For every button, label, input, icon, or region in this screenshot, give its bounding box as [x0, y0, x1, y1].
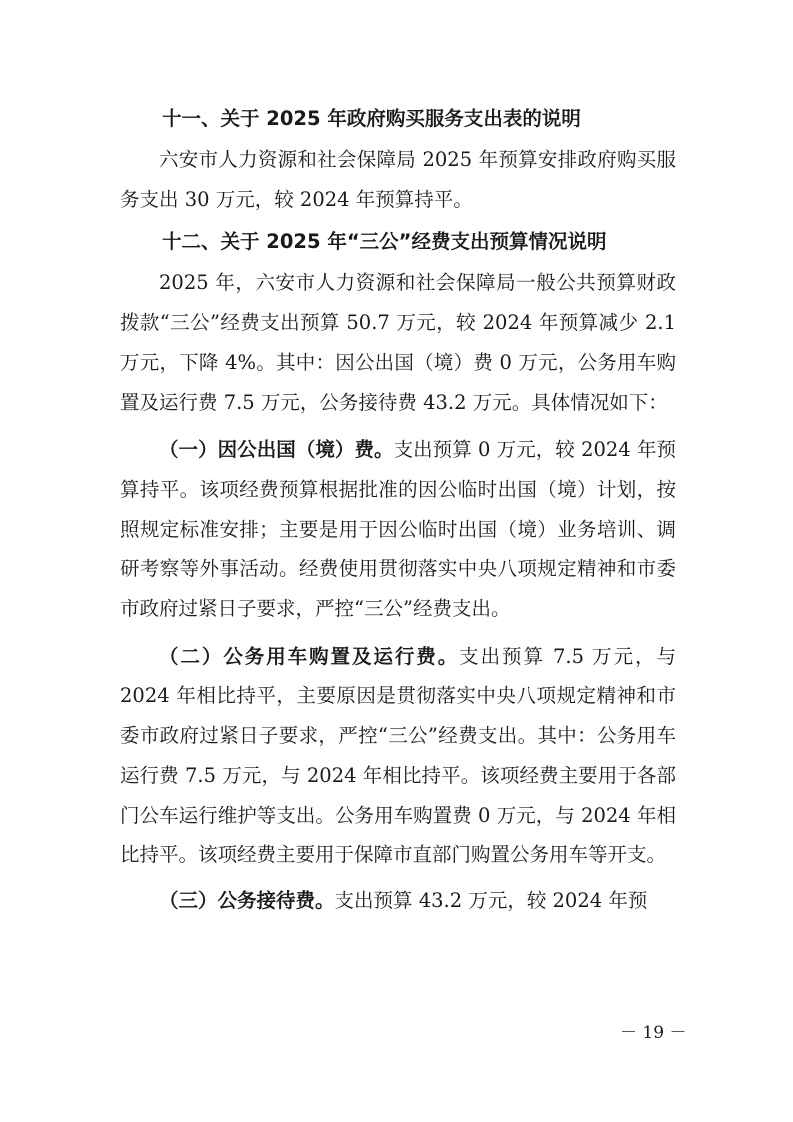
subsection-official-vehicles-title: （二）公务用车购置及运行费。: [159, 644, 460, 668]
subsection-overseas-travel-title: （一）因公出国（境）费。: [159, 438, 394, 462]
page-number: － 19 －: [620, 1023, 687, 1043]
section-11-heading: 十一、关于 2025 年政府购买服务支出表的说明: [162, 107, 581, 130]
subsection-overseas-travel-text: 支出预算 0 万元，较 2024 年预算持平。该项经费预算根据批准的因公临时出国（境）计划，按照规定标准安排；主要是用于因公临时出国（境）业务培训、调研考察等外事活动。经费使用贯彻落实中央八项规定精神和市委市政府过紧日子要求，严控“三公”经费支出。: [120, 438, 676, 621]
subsection-overseas-travel: [120, 430, 676, 629]
section-11-body: 六安市人力资源和社会保障局 2025 年预算安排政府购买服务支出 30 万元，较 2024 年预算持平。: [120, 148, 676, 211]
section-12-heading: 十二、关于 2025 年“三公”经费支出预算情况说明: [162, 230, 607, 254]
subsection-official-vehicles-text: 支出预算 7.5 万元，与 2024 年相比持平，主要原因是贯彻落实中央八项规定精神和市委市政府过紧日子要求，严控“三公”经费支出。其中：公务用车运行费 7.5 万元，与 2024 年相比持平。该项经费主要用于各部门公车运行维护等支出。公务用车购置费 0 万元，与 2024 年相比持平。该项经费主要用于保障市直部门购置公务用车等开支。: [120, 644, 676, 867]
subsection-official-reception-text: 支出预算 43.2 万元，较 2024 年预: [334, 888, 648, 912]
subsection-official-vehicles: [120, 637, 676, 875]
section-12-intro: 2025 年，六安市人力资源和社会保障局一般公共预算财政拨款“三公”经费支出预算 50.7 万元，较 2024 年预算减少 2.1 万元，下降 4%。其中：因公出国（境）费 0 万元，公务用车购置及运行费 7.5 万元，公务接待费 43.2 万元。具体情况如下：: [120, 271, 676, 414]
document-page: [120, 104, 676, 921]
subsection-official-reception-title: （三）公务接待费。: [159, 888, 335, 912]
subsection-official-reception: [120, 881, 676, 921]
